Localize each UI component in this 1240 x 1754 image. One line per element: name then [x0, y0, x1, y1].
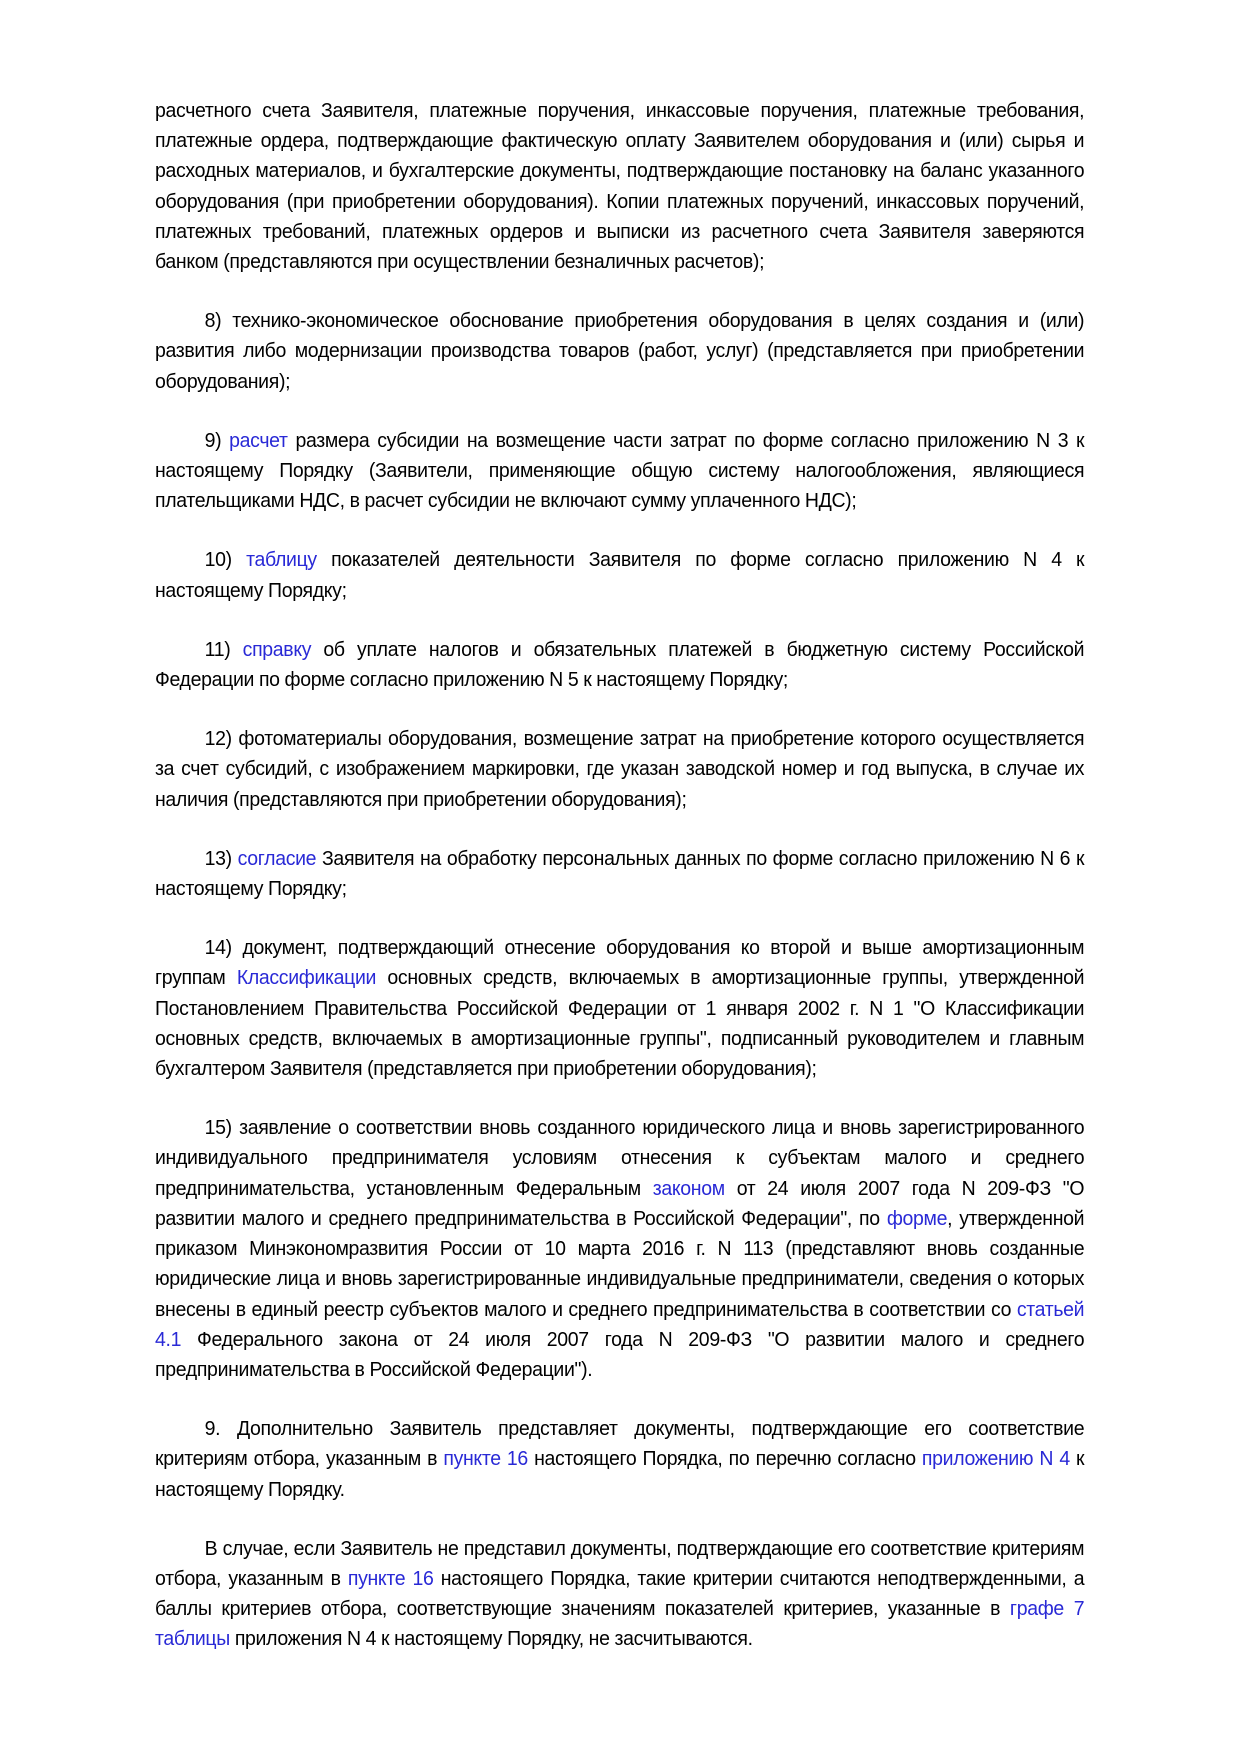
paragraph-text: настоящего Порядка, такие критерии считаются неподтвержденными, а баллы критериев отбора, соответствующие значениям показателей критериев, указанные в: [155, 1567, 1085, 1621]
paragraph-text: Заявителя на обработку персональных данных по форме согласно приложению N 6 к настоящему Порядку;: [155, 847, 1085, 901]
paragraph-text: 15) заявление о соответствии вновь созданного юридического лица и вновь зарегистрированного индивидуального предпринимателя условиям отнесения к субъектам малого и среднего предпринимательства, установленным Федеральным: [155, 1117, 1085, 1200]
item-number: 13): [204, 847, 238, 870]
paragraph-item-14: [155, 933, 1084, 1084]
paragraph-text: основных средств, включаемых в амортизационные группы, утвержденной Постановлением Правительства Российской Федерации от 1 января 2002 г. N 1 "О Классификации основных средств, включаемых в амортизационные группы", подписанный руководителем и главным бухгалтером Заявителя (представляется при приобретении оборудования);: [155, 967, 1085, 1081]
paragraph-text: В случае, если Заявитель не представил документы, подтверждающие его соответствие критериям отбора, указанным в: [155, 1537, 1085, 1590]
paragraph-item-13: [155, 844, 1084, 904]
link-grafa-7-tablicy[interactable]: графе 7 таблицы: [155, 1598, 1085, 1651]
paragraph-text: Федерального закона от 24 июля 2007 года N 209-ФЗ "О развитии малого и среднего предпринимательства в Российской Федерации").: [155, 1328, 1085, 1381]
link-forme[interactable]: форме: [886, 1207, 948, 1230]
paragraph-text: приложения N 4 к настоящему Порядку, не засчитываются.: [229, 1628, 753, 1651]
paragraph-item-8: [155, 306, 1084, 397]
link-zakonom[interactable]: законом: [652, 1177, 725, 1200]
paragraph-final: [155, 1534, 1084, 1655]
paragraph-text: показателей деятельности Заявителя по форме согласно приложению N 4 к настоящему Порядку;: [155, 549, 1085, 602]
link-punkt-16-second[interactable]: пункте 16: [347, 1567, 434, 1590]
item-number: 10): [204, 549, 247, 572]
paragraph-item-10: [155, 545, 1084, 605]
paragraph-item-11: [155, 635, 1084, 695]
paragraph-item-9: [155, 426, 1084, 517]
document-body: [155, 96, 1085, 1655]
paragraph-text: размера субсидии на возмещение части затрат по форме согласно приложению N 3 к настоящему Порядку (Заявители, применяющие общую систему налогообложения, являющиеся плательщиками НДС, в расчет субсидии не включают сумму уплаченного НДС);: [155, 429, 1085, 513]
link-statya-4-1[interactable]: статьей 4.1: [155, 1298, 1085, 1351]
paragraph-continuation: [155, 96, 1084, 277]
paragraph-text: 8) технико-экономическое обоснование приобретения оборудования в целях создания и (или) развития либо модернизации производства товаров (работ, услуг) (представляется при приобретении оборудования);: [155, 310, 1085, 393]
link-spravku[interactable]: справку: [242, 638, 312, 661]
paragraph-text: от 24 июля 2007 года N 209-ФЗ "О развитии малого и среднего предпринимательства в Российской Федерации", по: [155, 1177, 1085, 1230]
paragraph-text: настоящего Порядка, по перечню согласно: [527, 1448, 922, 1471]
link-punkt-16[interactable]: пункте 16: [443, 1448, 528, 1471]
paragraph-text: 14) документ, подтверждающий отнесение оборудования ко второй и выше амортизационным группам: [155, 937, 1085, 990]
paragraph-text: об уплате налогов и обязательных платежей в бюджетную систему Российской Федерации по форме согласно приложению N 5 к настоящему Порядку;: [155, 638, 1085, 692]
link-prilozhenie-n4[interactable]: приложению N 4: [921, 1448, 1070, 1471]
item-number: 9): [204, 429, 230, 452]
paragraph-text: 12) фотоматериалы оборудования, возмещение затрат на приобретение которого осуществляется за счет субсидий, с изображением маркировки, где указан заводской номер и год выпуска, в случае их наличия (представляются при приобретении оборудования);: [155, 728, 1085, 811]
paragraph-clause-9: [155, 1414, 1084, 1505]
paragraph-text: расчетного счета Заявителя, платежные поручения, инкассовые поручения, платежные требования, платежные ордера, подтверждающие фактическую оплату Заявителем оборудования и (или) сырья и расходных материалов, и бухгалтерские документы, подтверждающие постановку на баланс указанного оборудования (при приобретении оборудования). Копии платежных поручений, инкассовых поручений, платежных требований, платежных ордеров и выписки из расчетного счета Заявителя заверяются банком (представляются при осуществлении безналичных расчетов);: [155, 100, 1085, 274]
paragraph-text: к настоящему Порядку.: [155, 1448, 1085, 1501]
paragraph-text: 9. Дополнительно Заявитель представляет документы, подтверждающие его соответствие критериям отбора, указанным в: [155, 1418, 1085, 1471]
paragraph-item-12: [155, 724, 1084, 815]
link-soglasie[interactable]: согласие: [237, 847, 317, 870]
paragraph-item-15: [155, 1113, 1084, 1385]
paragraph-text: , утвержденной приказом Минэкономразвития России от 10 марта 2016 г. N 113 (представляют вновь созданные юридические лица и вновь зарегистрированные индивидуальные предприниматели, сведения о которых внесены в единый реестр субъектов малого и среднего предпринимательства в соответствии со: [155, 1207, 1085, 1321]
link-raschet[interactable]: расчет: [229, 429, 288, 452]
link-klassifikacii[interactable]: Классификации: [236, 967, 377, 990]
item-number: 11): [204, 638, 243, 661]
link-tablicu[interactable]: таблицу: [246, 549, 317, 572]
